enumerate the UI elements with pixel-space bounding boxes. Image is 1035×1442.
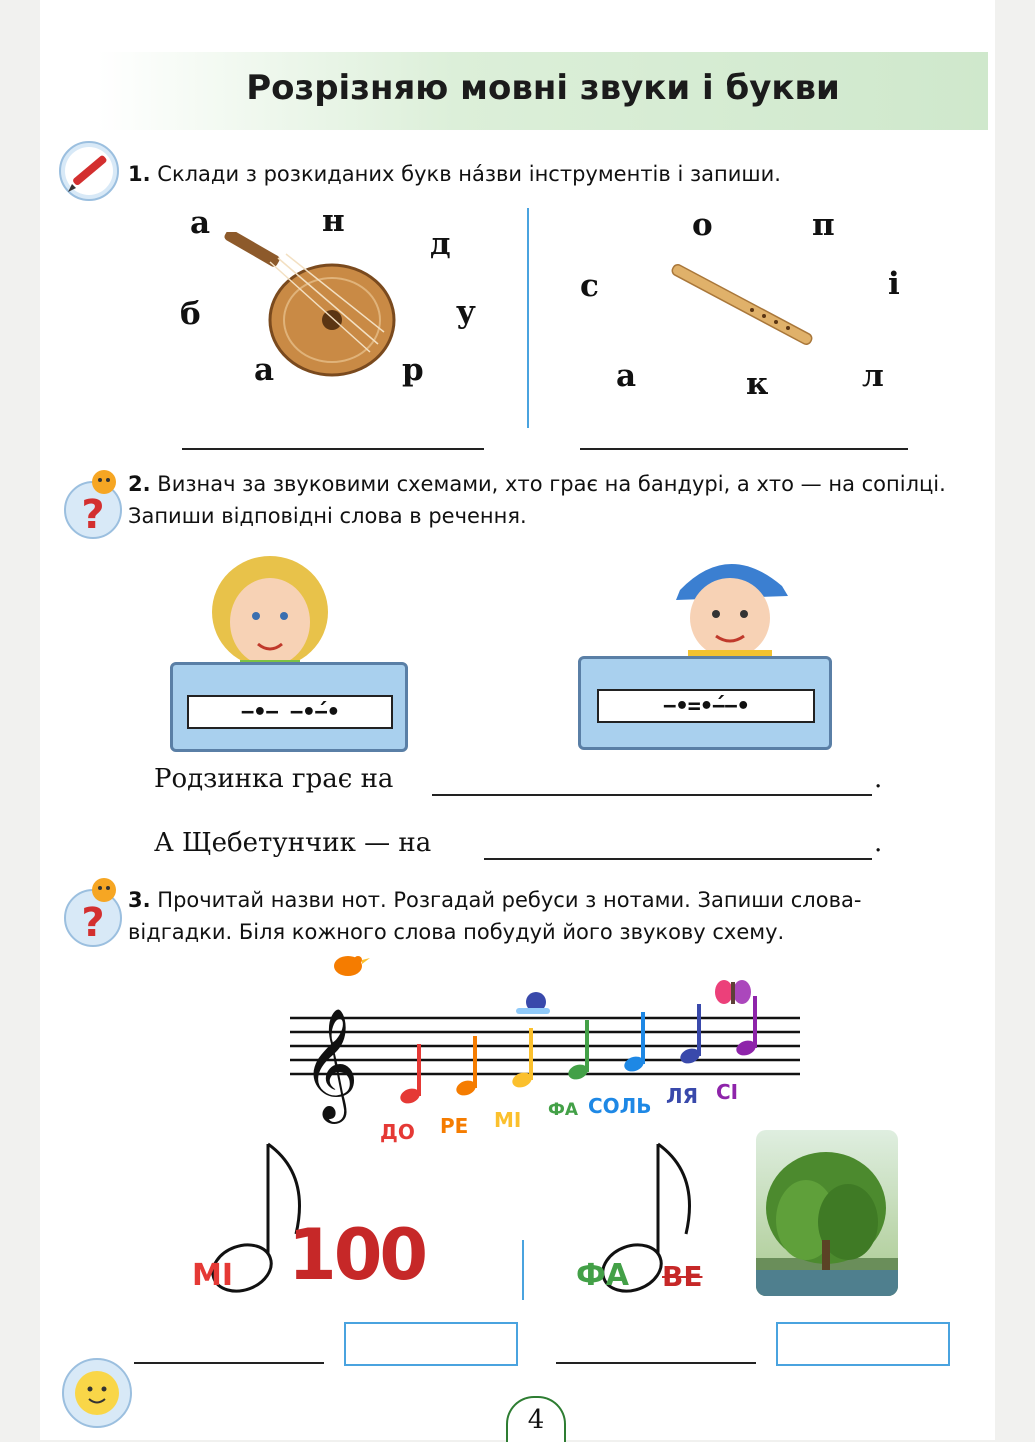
task1-instruction — [128, 158, 968, 190]
question-mascot-icon — [60, 874, 126, 948]
sopilka-illustration — [660, 262, 820, 352]
task2-number: 2. — [128, 472, 151, 496]
sentence-rodzynka: Родзинка грає на — [154, 764, 394, 794]
note-7-icon — [734, 996, 758, 1058]
scheme-card-left — [170, 662, 408, 752]
willow-tree-photo — [756, 1130, 898, 1296]
scheme-card-right — [578, 656, 832, 750]
page-title: Розрізняю мовні звуки і букви — [246, 68, 840, 108]
rebus1-number: 100 — [288, 1214, 426, 1296]
rebus2-crossed-syllable: ВЕ — [662, 1260, 703, 1293]
page-number: 4 — [506, 1396, 566, 1442]
letter: л — [862, 358, 884, 394]
smiley-icon — [60, 1356, 134, 1430]
sound-scheme-right: −•=•́−−• — [597, 689, 815, 723]
treble-clef-icon: 𝄞 — [302, 1007, 359, 1119]
svg-text:?: ? — [81, 492, 105, 538]
task1-number: 1. — [128, 162, 151, 186]
note-4-icon — [566, 1020, 590, 1082]
task3-text: Прочитай назви нот. Розгадай ребуси з нотами. Запиши слова-відгадки. Біля кожного слова побудуй його звукову схему. — [128, 888, 862, 944]
rebus1-note-label: МІ — [192, 1258, 234, 1293]
task2-instruction — [128, 468, 958, 532]
girl-illustration — [200, 552, 340, 670]
note-label-mi: МІ — [494, 1108, 522, 1132]
note-label-fa: ФА — [548, 1100, 579, 1120]
task1-divider — [527, 208, 529, 428]
svg-text:?: ? — [81, 900, 105, 946]
rebus-divider — [522, 1240, 524, 1300]
answer-line-rebus1[interactable] — [134, 1362, 324, 1364]
workbook-page — [40, 0, 995, 1440]
note-label-re: РЕ — [440, 1114, 469, 1138]
letter: п — [812, 207, 835, 243]
note-label-lya: ЛЯ — [666, 1084, 699, 1108]
answer-line-sopilka[interactable] — [580, 448, 908, 450]
letter: б — [180, 296, 201, 332]
task1-text: Склади з розкиданих букв на́зви інструментів і запиши. — [157, 162, 781, 186]
task3-number: 3. — [128, 888, 151, 912]
letter: о — [692, 207, 713, 243]
letter: н — [322, 203, 345, 239]
letter: р — [402, 352, 424, 388]
task3-instruction — [128, 884, 958, 948]
letter: а — [616, 358, 637, 394]
note-5-icon — [622, 1012, 646, 1074]
letter: і — [888, 266, 900, 302]
answer-line-rodzynka[interactable] — [432, 794, 872, 796]
task2-text: Визнач за звуковими схемами, хто грає на бандурі, а хто — на сопілці. Запиши відповідні слова в речення. — [128, 472, 946, 528]
letter: д — [430, 226, 451, 262]
letter: к — [746, 366, 769, 402]
question-mascot-icon — [60, 466, 126, 540]
letter: а — [254, 352, 275, 388]
letter: у — [456, 294, 476, 330]
letter: с — [580, 268, 599, 304]
sentence-period: . — [874, 828, 883, 858]
rebus2-note-label: ФА — [576, 1258, 629, 1293]
title-bar — [98, 52, 988, 130]
sound-scheme-box-rebus2[interactable] — [776, 1322, 950, 1366]
sound-scheme-box-rebus1[interactable] — [344, 1322, 518, 1366]
letter: а — [190, 205, 211, 241]
note-label-sol: СОЛЬ — [588, 1094, 652, 1118]
note-label-si: СІ — [716, 1080, 739, 1104]
note-label-do: ДО — [380, 1120, 415, 1144]
sentence-shchebetunchyk: А Щебетунчик — на — [154, 828, 432, 858]
sentence-period: . — [874, 764, 883, 794]
bandura-illustration — [220, 232, 400, 382]
bird-icon — [334, 956, 370, 976]
boy-illustration — [658, 550, 798, 660]
answer-line-rebus2[interactable] — [556, 1362, 756, 1364]
butterfly-icon — [715, 980, 751, 1004]
snail-icon — [516, 992, 550, 1014]
sound-scheme-left: −•− −•́−• — [187, 695, 393, 729]
note-6-icon — [678, 1004, 702, 1066]
answer-line-bandura[interactable] — [182, 448, 484, 450]
pen-icon — [58, 140, 120, 202]
answer-line-shchebetunchyk[interactable] — [484, 858, 872, 860]
